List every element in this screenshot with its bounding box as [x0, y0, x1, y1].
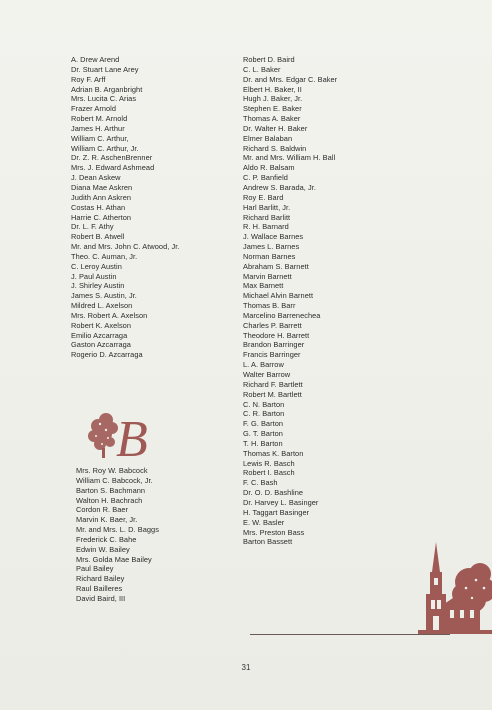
- name-entry: Mrs. Robert A. Axelson: [71, 310, 148, 320]
- name-entry: Mr. and Mrs. William H. Ball: [243, 153, 336, 163]
- name-entry: Robert D. Baird: [243, 55, 295, 64]
- name-entry: Raul Bailleres: [76, 584, 123, 594]
- name-entry: C. L. Baker: [243, 64, 281, 74]
- name-entry: Roy E. Bard: [243, 192, 284, 202]
- name-entry: J. Shirley Austin: [71, 281, 125, 291]
- name-entry: Dr. and Mrs. Edgar C. Baker: [243, 74, 338, 84]
- name-entry: Gaston Azcarraga: [71, 340, 131, 350]
- name-entry: Roy F. Arff: [71, 74, 106, 84]
- name-entry: Harrie C. Atherton: [71, 212, 132, 222]
- name-entry: Frederick C. Bahe: [76, 534, 137, 544]
- name-entry: Mr. and Mrs. John C. Atwood, Jr.: [71, 242, 180, 252]
- name-entry: Andrew S. Barada, Jr.: [243, 182, 316, 192]
- name-entry: Judith Ann Askren: [71, 192, 132, 202]
- name-entry: Theo. C. Auman, Jr.: [71, 251, 138, 261]
- name-entry: Dr. O. D. Bashline: [243, 488, 304, 498]
- page-number: 31: [241, 663, 251, 672]
- name-entry: Robert B. Atwell: [71, 232, 125, 242]
- name-entry: Charles P. Barrett: [243, 320, 302, 330]
- name-entry: Richard F. Bartlett: [243, 379, 303, 389]
- names-column-left-top: [71, 55, 179, 360]
- name-entry: James L. Barnes: [243, 242, 300, 252]
- name-entry: Lewis R. Basch: [243, 458, 295, 468]
- name-entry: Mrs. Lucita C. Arias: [71, 94, 137, 104]
- name-entry: Max Barnett: [243, 281, 284, 291]
- name-entry: C. R. Barton: [243, 409, 285, 419]
- name-entry: F. G. Barton: [243, 419, 284, 429]
- name-entry: Thomas A. Baker: [243, 114, 301, 124]
- name-entry: Dr. Stuart Lane Arey: [71, 64, 139, 74]
- name-entry: Barton Bassett: [243, 537, 293, 547]
- name-entry: Marvin Barnett: [243, 271, 292, 281]
- name-entry: Dr. Harvey L. Basinger: [243, 497, 319, 507]
- name-entry: Elmer Balaban: [243, 133, 293, 143]
- name-entry: William C. Arthur,: [71, 133, 129, 143]
- name-entry: G. T. Barton: [243, 429, 283, 439]
- ornament-letter: B: [116, 411, 148, 464]
- name-entry: David Baird, III: [76, 593, 126, 603]
- name-entry: L. A. Barrow: [243, 360, 284, 370]
- name-entry: Richard Bailey: [76, 574, 125, 584]
- name-entry: Walter Barrow: [243, 370, 291, 379]
- name-entry: A. Drew Arend: [71, 55, 120, 64]
- name-entry: C. P. Banfield: [243, 173, 288, 183]
- name-entry: Richard Barlitt: [243, 212, 291, 222]
- name-entry: Rogerio D. Azcarraga: [71, 350, 143, 360]
- name-entry: J. Paul Austin: [71, 271, 117, 281]
- name-entry: Richard S. Baldwin: [243, 143, 307, 153]
- name-entry: Emilio Azcarraga: [71, 330, 128, 340]
- name-entry: Barton S. Bachmann: [76, 485, 146, 495]
- name-entry: Dr. L. F. Athy: [71, 222, 114, 232]
- name-entry: Robert M. Arnold: [71, 114, 128, 124]
- name-entry: Edwin W. Bailey: [76, 544, 130, 554]
- name-entry: Mildred L. Axelson: [71, 301, 133, 311]
- name-entry: Frazer Arnold: [71, 104, 117, 114]
- name-entry: William C. Babcock, Jr.: [76, 475, 153, 485]
- name-entry: Paul Bailey: [76, 564, 114, 574]
- name-entry: Norman Barnes: [243, 251, 296, 261]
- name-entry: Elbert H. Baker, II: [243, 84, 302, 94]
- name-entry: Thomas K. Barton: [243, 448, 304, 458]
- name-entry: William C. Arthur, Jr.: [71, 143, 139, 153]
- name-entry: Costas H. Athan: [71, 202, 126, 212]
- name-entry: Marvin K. Baer, Jr.: [76, 515, 138, 525]
- name-entry: Stephen E. Baker: [243, 104, 302, 114]
- name-entry: C. N. Barton: [243, 399, 285, 409]
- name-entry: Michael Alvin Barnett: [243, 291, 314, 301]
- name-entry: T. H. Barton: [243, 438, 283, 448]
- name-entry: Hugh J. Baker, Jr.: [243, 94, 303, 104]
- name-entry: Mr. and Mrs. L. D. Baggs: [76, 525, 159, 535]
- name-entry: Francis Barringer: [243, 350, 301, 360]
- name-entry: Dr. Z. R. AschenBrenner: [71, 153, 153, 163]
- names-column-left-bottom: [76, 466, 159, 604]
- name-entry: Mrs. Roy W. Babcock: [76, 466, 148, 475]
- name-entry: J. Dean Askew: [71, 173, 121, 183]
- name-entry: Theodore H. Barrett: [243, 330, 310, 340]
- name-entry: Marcelino Barrenechea: [243, 310, 321, 320]
- name-entry: J. Wallace Barnes: [243, 232, 304, 242]
- name-entry: Robert I. Basch: [243, 468, 295, 478]
- name-entry: Abraham S. Barnett: [243, 261, 309, 271]
- name-entry: Mrs. Golda Mae Bailey: [76, 554, 152, 564]
- name-entry: R. H. Barnard: [243, 222, 289, 232]
- name-entry: Aldo R. Balsam: [243, 163, 295, 173]
- letter-b-ornament: [86, 406, 156, 464]
- name-entry: Robert K. Axelson: [71, 320, 132, 330]
- church-illustration: [414, 540, 492, 638]
- name-entry: Harl Barlitt, Jr.: [243, 202, 291, 212]
- name-entry: C. Leroy Austin: [71, 261, 122, 271]
- name-entry: James H. Arthur: [71, 123, 125, 133]
- name-entry: H. Taggart Basinger: [243, 507, 310, 517]
- name-entry: E. W. Basler: [243, 517, 285, 527]
- name-entry: Thomas B. Barr: [243, 301, 296, 311]
- name-entry: Walton H. Bachrach: [76, 495, 143, 505]
- name-entry: Cordon R. Baer: [76, 505, 129, 515]
- name-entry: F. C. Bash: [243, 478, 278, 488]
- name-entry: Dr. Walter H. Baker: [243, 123, 308, 133]
- decorative-baseline: [250, 634, 450, 635]
- names-column-right: [243, 55, 337, 547]
- name-entry: James S. Austin, Jr.: [71, 291, 137, 301]
- name-entry: Diana Mae Askren: [71, 182, 133, 192]
- name-entry: Brandon Barringer: [243, 340, 305, 350]
- name-entry: Adrian B. Arganbright: [71, 84, 143, 94]
- name-entry: Mrs. Preston Bass: [243, 527, 305, 537]
- name-entry: Robert M. Bartlett: [243, 389, 302, 399]
- name-entry: Mrs. J. Edward Ashmead: [71, 163, 155, 173]
